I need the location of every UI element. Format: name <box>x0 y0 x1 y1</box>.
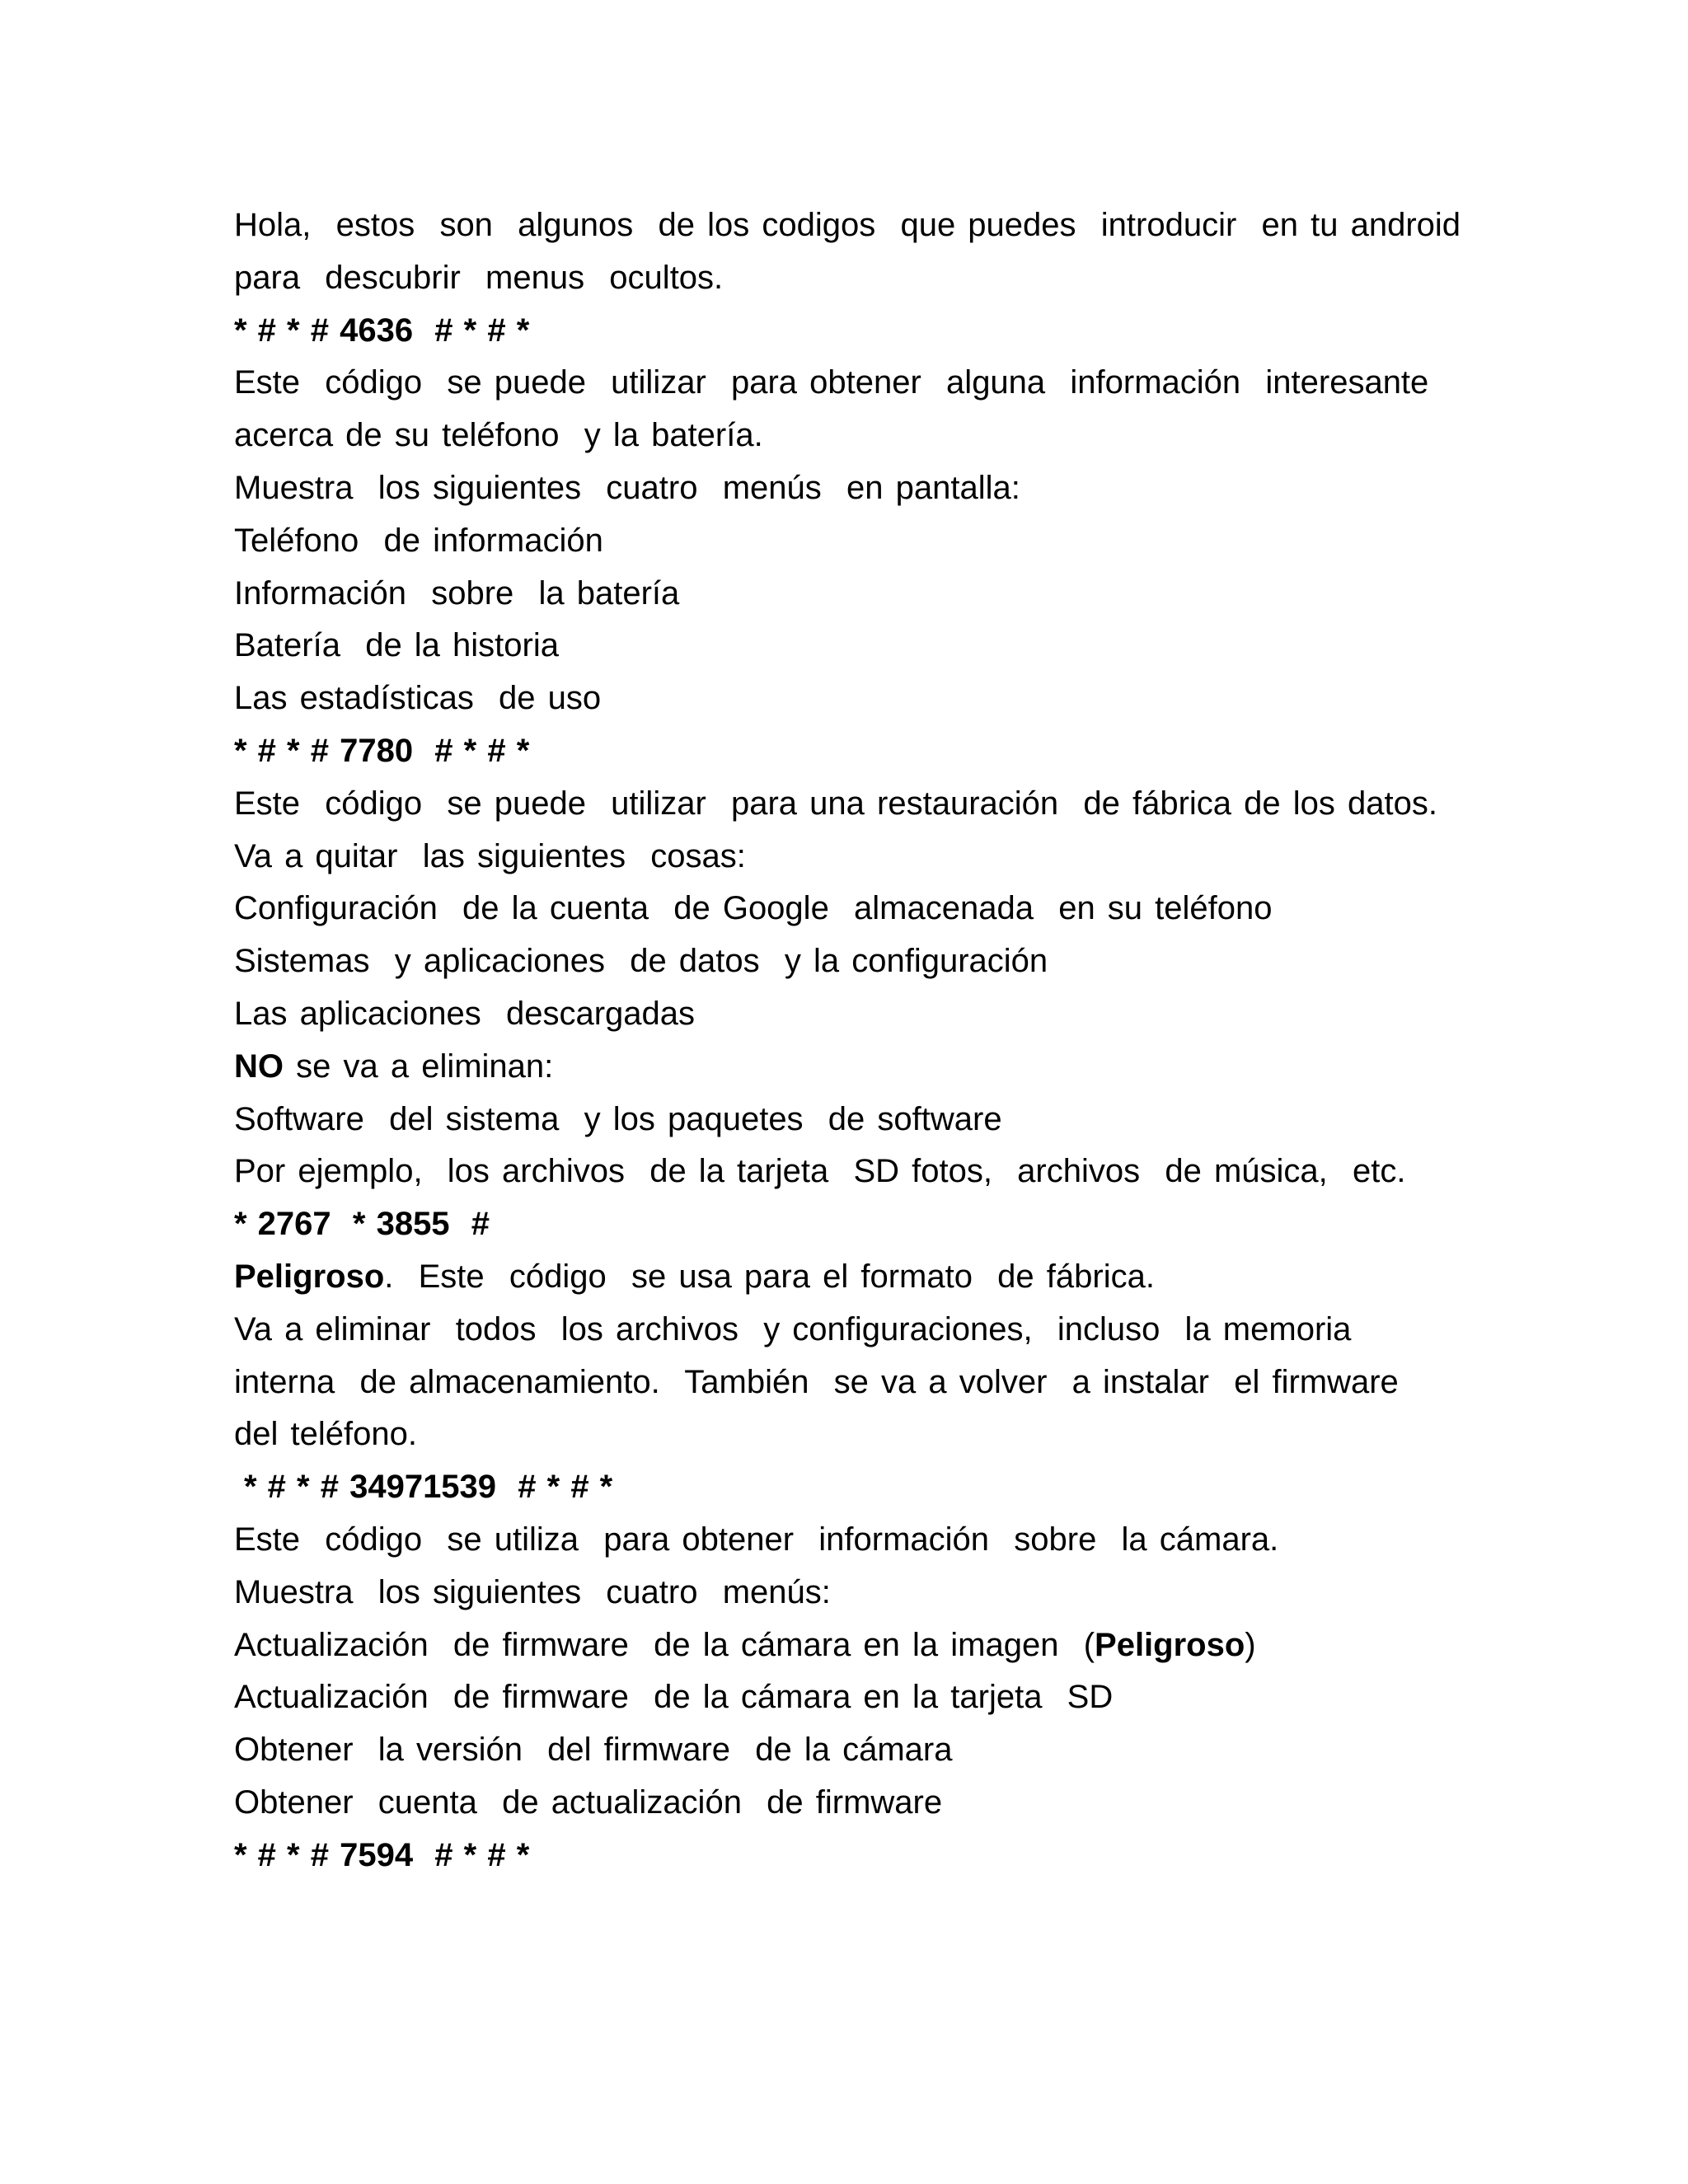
code-2767-description-line-3: del teléfono. <box>234 1416 417 1453</box>
code-7780-remove-item: Sistemas y aplicaciones de datos y la configuración <box>234 943 1048 980</box>
code-4636: * # * # 4636 # * # * <box>234 312 530 349</box>
code-4636-menu-item: Teléfono de información <box>234 522 603 559</box>
intro-line-1: Hola, estos son algunos de los codigos que puedes introducir en tu android <box>234 207 1461 243</box>
code-4636-menu-item: Batería de la historia <box>234 627 559 664</box>
document-body <box>234 199 1520 1882</box>
code-34971539-description: Este código se utiliza para obtener información sobre la cámara. <box>234 1521 1279 1558</box>
danger-label: Peligroso <box>1095 1626 1245 1663</box>
code-4636-menu-item: Información sobre la batería <box>234 574 680 612</box>
code-7780-not-removed-intro <box>234 1041 1520 1094</box>
code-34971539-menu-item <box>234 1619 1520 1672</box>
code-34971539: * # * # 34971539 # * # * <box>244 1469 613 1506</box>
danger-text: . Este código se usa para el formato de fábrica. <box>384 1258 1155 1295</box>
code-2767-description-line-1: Va a eliminar todos los archivos y configuraciones, incluso la memoria <box>234 1310 1352 1347</box>
code-34971539-menu-intro: Muestra los siguientes cuatro menús: <box>234 1573 831 1610</box>
no-emphasis: NO <box>234 1047 284 1085</box>
code-4636-menu-intro: Muestra los siguientes cuatro menús en pantalla: <box>234 469 1020 506</box>
menu-item-text: Actualización de firmware de la cámara en la imagen ( <box>234 1626 1095 1663</box>
code-2767-3855: * 2767 * 3855 # <box>234 1206 490 1243</box>
intro-line-2: para descubrir menus ocultos. <box>234 259 724 296</box>
code-7594: * # * # 7594 # * # * <box>234 1836 530 1873</box>
code-7780-description: Este código se puede utilizar para una restauración de fábrica de los datos. <box>234 785 1437 822</box>
code-7780-remove-item: Las aplicaciones descargadas <box>234 995 696 1032</box>
code-34971539-menu-item: Obtener cuenta de actualización de firmware <box>234 1783 943 1821</box>
code-34971539-menu-item: Obtener la versión del firmware de la cámara <box>234 1732 953 1769</box>
danger-label: Peligroso <box>234 1258 385 1295</box>
code-7780-keep-item: Por ejemplo, los archivos de la tarjeta SD fotos, archivos de música, etc. <box>234 1153 1406 1190</box>
not-removed-text: se va a eliminan: <box>284 1047 554 1085</box>
code-34971539-menu-item: Actualización de firmware de la cámara en la tarjeta SD <box>234 1679 1114 1716</box>
code-7780-remove-intro: Va a quitar las siguientes cosas: <box>234 837 746 874</box>
code-7780-keep-item: Software del sistema y los paquetes de software <box>234 1100 1002 1137</box>
code-2767-warning <box>234 1251 1520 1304</box>
menu-item-close: ) <box>1245 1626 1256 1663</box>
code-4636-description-line-2: acerca de su teléfono y la batería. <box>234 417 763 454</box>
code-4636-description-line-1: Este código se puede utilizar para obtener alguna información interesante <box>234 364 1429 401</box>
code-2767-description-line-2: interna de almacenamiento. También se va a volver a instalar el firmware <box>234 1363 1399 1400</box>
code-7780-remove-item: Configuración de la cuenta de Google almacenada en su teléfono <box>234 890 1273 927</box>
code-7780: * # * # 7780 # * # * <box>234 732 530 769</box>
code-4636-menu-item: Las estadísticas de uso <box>234 680 602 717</box>
